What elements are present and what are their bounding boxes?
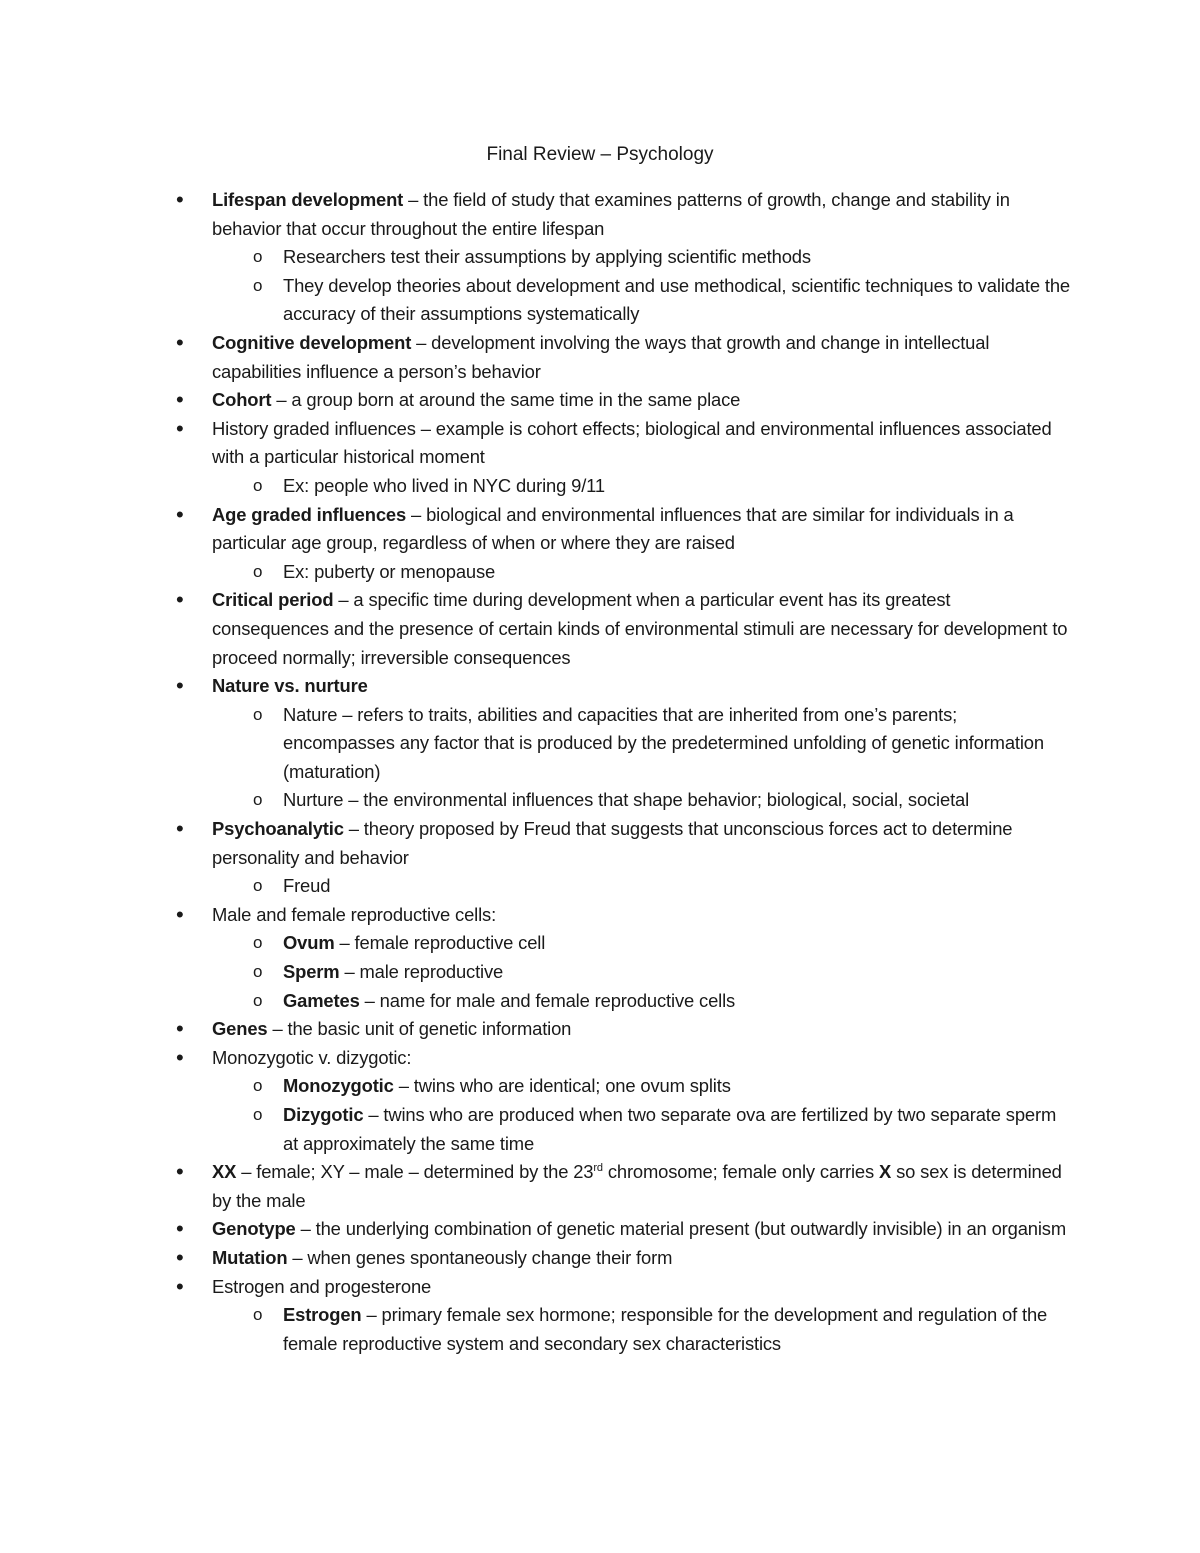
page-title: Final Review – Psychology — [486, 144, 714, 165]
term: Genes — [212, 1018, 268, 1040]
bullet-item — [212, 815, 1072, 901]
definition: – twins who are produced when two separate ova are fertilized by two separate sperm at approximately the same time — [283, 1104, 1057, 1154]
term: Sperm — [283, 961, 340, 983]
bullet-item — [212, 1273, 1072, 1359]
definition: chromosome; female only carries — [602, 1161, 879, 1183]
sub-item — [283, 929, 1072, 958]
definition: – female; XY – male – determined by the 23 — [236, 1161, 594, 1183]
term: Critical period — [212, 589, 334, 611]
definition: Researchers test their assumptions by applying scientific methods — [283, 246, 811, 268]
sub-item — [283, 872, 1072, 901]
sub-item — [283, 1301, 1072, 1358]
sub-item — [283, 1101, 1072, 1158]
definition: Monozygotic v. dizygotic: — [212, 1046, 412, 1068]
term: Monozygotic — [283, 1075, 394, 1097]
sub-list — [212, 701, 1072, 815]
definition: – a group born at around the same time in the same place — [271, 389, 741, 411]
definition: Nurture – the environmental influences that shape behavior; biological, social, societal — [283, 789, 970, 811]
emphasis: X — [879, 1161, 892, 1183]
definition: – the field of study that examines patterns of growth, change and stability in behavior that occur throughout the entire lifespan — [212, 189, 1010, 239]
definition: – male reproductive — [339, 961, 504, 983]
bullet-item — [212, 186, 1072, 329]
bullet-item — [212, 1244, 1072, 1273]
sub-item — [283, 786, 1072, 815]
definition: – development involving the ways that growth and change in intellectual capabilities influence a person’s behavior — [212, 331, 990, 382]
term: XX — [212, 1161, 237, 1183]
bullet-item — [212, 386, 1072, 415]
bullet-item — [212, 329, 1072, 386]
definition: – the underlying combination of genetic material present (but outwardly invisible) in an organism — [295, 1218, 1067, 1240]
definition: – the basic unit of genetic information — [267, 1018, 572, 1040]
definition: – primary female sex hormone; responsible for the development and regulation of the female reproductive system and secondary sex characteristics — [283, 1304, 1048, 1354]
sub-item — [283, 558, 1072, 587]
definition: – twins who are identical; one ovum splits — [393, 1075, 731, 1097]
term: Ovum — [283, 932, 335, 954]
bullet-item — [212, 1215, 1072, 1244]
term: Cognitive development — [212, 331, 412, 353]
definition: – name for male and female reproductive cells — [359, 989, 736, 1011]
bullet-item — [212, 1044, 1072, 1158]
term: Dizygotic — [283, 1104, 364, 1125]
definition: so sex is determined by the male — [212, 1161, 1062, 1211]
sub-list — [212, 929, 1072, 1015]
bullet-item — [212, 1015, 1072, 1044]
term: Mutation — [212, 1246, 288, 1268]
term: Cohort — [212, 389, 272, 411]
term: Estrogen — [283, 1304, 362, 1326]
definition: – theory proposed by Freud that suggests that unconscious forces act to determine personality and behavior — [212, 818, 1013, 868]
term: Nature vs. nurture — [212, 675, 368, 697]
definition: – female reproductive cell — [334, 932, 546, 954]
definition: Ex: people who lived in NYC during 9/11 — [283, 474, 605, 496]
bullet-item — [212, 901, 1072, 1015]
term: Genotype — [212, 1218, 296, 1240]
term: Lifespan development — [212, 189, 404, 210]
bullet-item — [212, 501, 1072, 587]
bullet-item — [212, 672, 1072, 815]
sub-list — [212, 872, 1072, 901]
sub-list — [212, 558, 1072, 587]
bullet-item — [212, 586, 1072, 672]
sub-item — [283, 1072, 1072, 1101]
definition: Freud — [283, 875, 331, 897]
sub-list — [212, 243, 1072, 329]
term: Age graded influences — [212, 503, 407, 525]
sub-list — [212, 1301, 1072, 1358]
sub-list — [212, 472, 1072, 501]
term: Psychoanalytic — [212, 818, 344, 840]
definition: – a specific time during development when a particular event has its greatest consequences and the presence of certain kinds of environmental stimuli are necessary for development to proceed normally; irreversible consequences — [212, 589, 1068, 668]
bullet-item — [212, 415, 1072, 501]
definition: – biological and environmental influences that are similar for individuals in a particular age group, regardless of when or where they are raised — [212, 503, 1014, 554]
bullet-item — [212, 1158, 1072, 1215]
definition: Nature – refers to traits, abilities and capacities that are inherited from one’s parents; encompasses any factor that is produced by the predetermined unfolding of genetic information (maturation) — [283, 703, 1044, 782]
definition: Ex: puberty or menopause — [283, 560, 496, 582]
sub-item — [283, 472, 1072, 501]
definition: They develop theories about development and use methodical, scientific techniques to validate the accuracy of their assumptions systematically — [283, 274, 1070, 325]
definition: History graded influences – example is cohort effects; biological and environmental influences associated with a particular historical moment — [212, 417, 1052, 468]
definition: Estrogen and progesterone — [212, 1275, 432, 1297]
definition: – when genes spontaneously change their form — [287, 1246, 673, 1268]
sub-item — [283, 701, 1072, 787]
definition: Male and female reproductive cells: — [212, 903, 497, 925]
ordinal-suffix: rd — [593, 1162, 603, 1175]
sub-item — [283, 243, 1072, 272]
sub-item — [283, 958, 1072, 987]
sub-item — [283, 272, 1072, 329]
sub-item — [283, 987, 1072, 1016]
term: Gametes — [283, 989, 360, 1011]
sub-list — [212, 1072, 1072, 1158]
review-outline — [212, 186, 1072, 1358]
